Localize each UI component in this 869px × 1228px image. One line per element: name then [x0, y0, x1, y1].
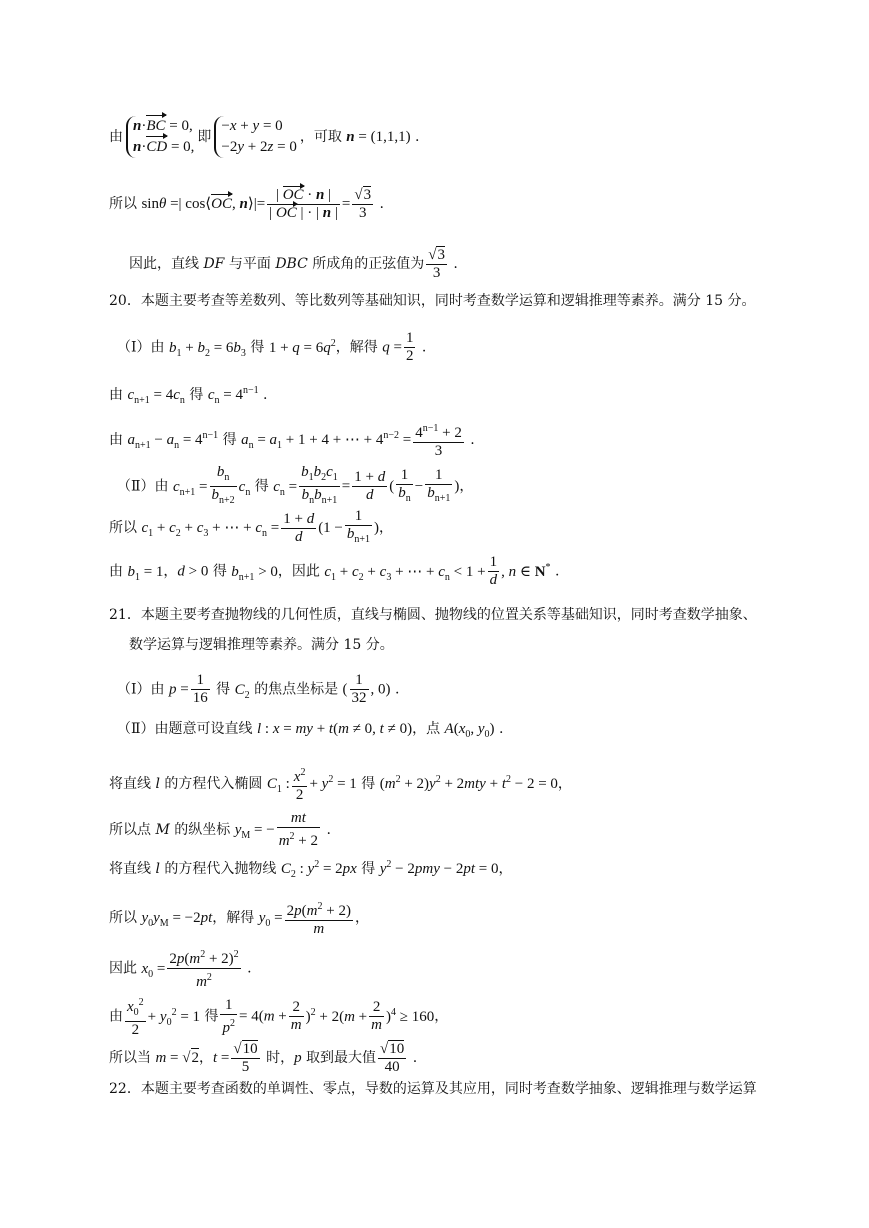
text-line: 将直线 l 的方程代入椭圆 $C_1$ : $\frac{x^2}{2}$ + $y^2 = 1$ 得 $(m^2 + 2)y^2 + 2mty + t^2 - 2 = 0$， [109, 764, 572, 804]
question-header: 21．本题主要考查抛物线的几何性质，直线与椭圆、抛物线的位置关系等基础知识，同时考查数学抽象、 [109, 607, 757, 623]
text-line: 由 $a_{n+1} - a_n = 4^{n-1}$ 得 $a_n = a_1 + 1 + 4$ + ⋯ + $4^{n-2}$ = $\frac{4^{n-1} + 2}{3}$ . [109, 420, 475, 460]
text-line: （Ⅱ）由 $c_{n+1}$ = $\frac{b_n}{b_{n+2}}$ $c_n$ 得 $c_n$ = $\frac{b_1b_2c_1}{b_nb_{n+1}}$ = $\frac{1 + d}{d}$ ( $\frac{1}{b_n}$ − $\frac{1}{b_{n+1}}$ )， [117, 464, 474, 506]
text-line: 所以 $y_0y_M = -2pt$，解得 $y_0$ = $\frac{2p(m^2 + 2)}{m}$ ， [109, 898, 369, 938]
question-header: 20．本题主要考查等差数列、等比数列等基础知识，同时考查数学运算和逻辑推理等素养。满分 15 分。 [109, 293, 756, 309]
text-line: 所以 $c_1 + c_2 + c_3$ + ⋯ + $c_n$ = $\frac{1 + d}{d}$ (1 − $\frac{1}{b_{n+1}}$ )， [109, 508, 394, 545]
text-line: 所以当 m = √2，t = $\frac{√10}{5}$ 时，p 取到最大值 $\frac{√10}{40}$ . [109, 1041, 418, 1075]
text-line: 因此，直线 DF 与平面 DBC 所成角的正弦值为 $\frac{√3}{3}$ . [129, 247, 458, 281]
text-line: 由 n·BC = 0, n·CD = 0, 即 −x + y = 0 −2y + 2z = 0 ，可取 n = (1,1,1) . [109, 116, 419, 158]
question-header-cont: 数学运算与逻辑推理等素养。满分 15 分。 [129, 637, 394, 653]
text-line: 由 $\frac{x_0^2}{2}$ + $y_0^2 = 1$ 得 $\frac{1}{p^2}$ = 4(m + $\frac{2}{m}$ )$^2$ + 2(m + $\frac{2}{m}$ )$^4$ ≥ 160， [109, 994, 448, 1039]
text-line: （Ⅰ）由 $b_1 + b_2 = 6b_3$ 得 $1 + q = 6q^2$，解得 q = $\frac{1}{2}$ . [117, 330, 427, 364]
text-line: 所以 sinθ =| cos⟨OC, n⟩|= $\frac{| OC \cdot n |}{| OC | \cdot | n |}$ = $\frac{√3}{3}$ . [109, 186, 385, 221]
question-header: 22．本题主要考查函数的单调性、零点，导数的运算及其应用，同时考查数学抽象、逻辑推理与数学运算 [109, 1081, 757, 1097]
text-line: 由 $b_1 = 1$，d > 0 得 $b_{n+1} > 0$，因此 $c_1 + c_2 + c_3$ + ⋯ + $c_n < 1$ + $\frac{1}{d}$ , n ∈ N* . [109, 554, 560, 588]
text-line: 因此 $x_0$ = $\frac{2p(m^2 + 2)^2}{m^2}$ . [109, 946, 252, 991]
text-line: （Ⅱ）由题意可设直线 l : x = my + t(m ≠ 0, t ≠ 0)，点 $A(x_0$, $y_0$) . [117, 721, 504, 740]
text-line: 由 $c_{n+1} = 4c_n$ 得 $c_n = 4^{n-1}$ . [109, 385, 268, 406]
text-line: 所以点 M 的纵坐标 $y_M$ = − $\frac{mt}{m^2 + 2}$ . [109, 810, 331, 849]
text-line: （Ⅰ）由 p = $\frac{1}{16}$ 得 $C_2$ 的焦点坐标是 ( $\frac{1}{32}$ , 0) . [117, 672, 400, 706]
text-line: 将直线 l 的方程代入抛物线 $C_2$ : $y^2 = 2px$ 得 $y^2 - 2pmy - 2pt = 0$， [109, 859, 513, 880]
